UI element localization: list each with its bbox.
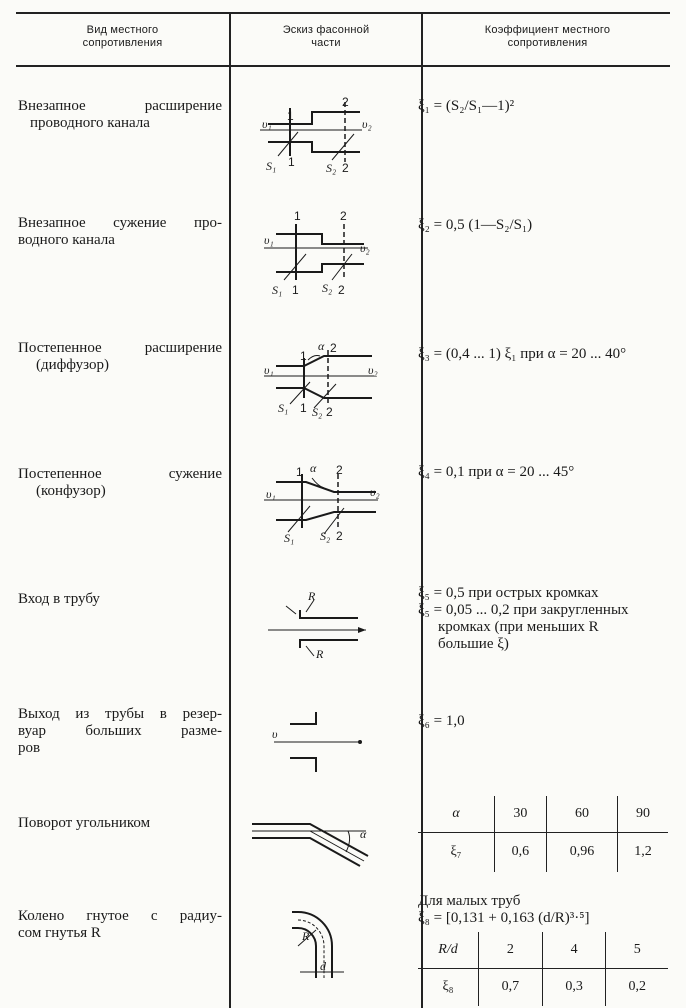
row-5-name: Вход в трубу (18, 591, 100, 607)
svg-text:S₂: S₂ (326, 161, 337, 175)
svg-text:R: R (316, 647, 324, 661)
svg-text:R: R (308, 589, 316, 603)
row-6-name: Выход из трубы в резер- вуар больших разме- ров (18, 706, 222, 756)
svg-text:υ₂: υ₂ (370, 485, 380, 499)
svg-text:α: α (360, 827, 367, 841)
svg-text:S₁: S₁ (272, 283, 283, 297)
svg-text:1: 1 (296, 465, 303, 479)
svg-text:2: 2 (336, 529, 343, 543)
row-8-name: Колено гнутое с радиу- сом гнутья R (18, 908, 222, 941)
svg-text:υ₂: υ₂ (362, 117, 372, 131)
svg-text:d: d (320, 959, 326, 973)
svg-text:α: α (318, 339, 325, 353)
svg-text:υ₁: υ₁ (262, 117, 272, 131)
table-cell: ξ₈ (442, 979, 454, 995)
header-col-sketch: Эскиз фасонной части (282, 24, 370, 49)
svg-text:α: α (310, 461, 317, 475)
table-cell: 0,96 (546, 832, 617, 872)
table-top-rule (16, 12, 670, 14)
table-cell: 1,2 (618, 832, 668, 872)
table-header-cell: 90 (618, 796, 668, 832)
table-header-cell: 2 (479, 932, 543, 968)
bent-elbow-sketch (286, 906, 356, 986)
table-header-cell: 30 (495, 796, 547, 832)
row-6-formula: ξ₆ = 1,0 (418, 713, 465, 729)
row-3-formula: ξ₃ = (0,4 ... 1) ξ₁ при α = 20 ... 40° (418, 346, 627, 362)
row-4-name: Постепенное сужение (конфузор) (18, 466, 222, 499)
svg-text:S₁: S₁ (278, 401, 289, 415)
svg-text:S₁: S₁ (284, 531, 295, 545)
svg-text:υ₁: υ₁ (264, 233, 274, 247)
svg-text:2: 2 (330, 341, 337, 355)
svg-text:υ₂: υ₂ (360, 241, 370, 255)
table-cell: 0,7 (479, 968, 543, 1006)
header-col-type: Вид местного сопротивления (82, 24, 163, 49)
column-divider-1 (229, 12, 231, 1008)
table-cell: 0,6 (495, 832, 547, 872)
svg-text:S₂: S₂ (320, 529, 331, 543)
svg-text:2: 2 (342, 161, 349, 175)
svg-text:2: 2 (326, 405, 333, 419)
svg-text:2: 2 (336, 463, 343, 477)
header-bottom-rule (16, 65, 670, 67)
row-8-formula: Для малых труб ξ₈ = [0,131 + 0,163 (d/R)³·⁵] (418, 893, 590, 926)
row-1-formula: ξ₁ = (S₂/S₁—1)² (418, 98, 515, 114)
svg-text:1: 1 (300, 349, 307, 363)
row-5-formula: ξ₅ = 0,5 при острых кромках ξ₅ = 0,05 ... 0,2 при закругленных кромках (при меньших R большие ξ) (418, 585, 629, 652)
svg-text:2: 2 (340, 209, 347, 223)
pipe-outlet-sketch (262, 702, 372, 782)
pipe-inlet-sketch (262, 588, 372, 663)
row-7-name: Поворот угольником (18, 815, 151, 831)
sudden-contraction-sketch (256, 210, 376, 300)
table-header-cell: R/d (438, 941, 458, 957)
diffuser-sketch (256, 338, 381, 418)
svg-text:υ₁: υ₁ (266, 487, 276, 501)
row-2-name: Внезапное сужение про- водного канала (18, 215, 222, 248)
table-header-cell: 4 (542, 932, 606, 968)
table-cell: 0,2 (606, 968, 668, 1006)
row-1-name: Внезапное расширение проводного канала (18, 98, 222, 131)
svg-text:R: R (302, 929, 310, 943)
svg-text:1: 1 (294, 209, 301, 223)
row-4-formula: ξ₄ = 0,1 при α = 20 ... 45° (418, 464, 575, 480)
elbow-angle-sketch (248, 800, 378, 870)
svg-text:2: 2 (342, 95, 349, 109)
svg-text:1: 1 (288, 155, 295, 169)
svg-text:S₂: S₂ (322, 281, 333, 295)
row-2-formula: ξ₂ = 0,5 (1—S₂/S₁) (418, 217, 533, 233)
svg-text:1: 1 (292, 283, 299, 297)
svg-text:υ₂: υ₂ (368, 363, 378, 377)
svg-text:S₂: S₂ (312, 405, 323, 419)
svg-text:1: 1 (300, 401, 307, 415)
svg-text:υ₁: υ₁ (264, 363, 274, 377)
sudden-expansion-sketch (250, 95, 372, 178)
elbow-coefficient-table (418, 796, 668, 872)
table-header-cell: 5 (606, 932, 668, 968)
svg-text:1: 1 (287, 109, 294, 123)
table-cell: 0,3 (542, 968, 606, 1006)
confuser-sketch (258, 460, 383, 545)
table-header-cell: 60 (546, 796, 617, 832)
row-3-name: Постепенное расширение (диффузор) (18, 340, 222, 373)
svg-text:S₁: S₁ (266, 159, 277, 173)
bent-elbow-coefficient-table (418, 932, 668, 1006)
table-cell: ξ₇ (450, 844, 462, 860)
svg-text:2: 2 (338, 283, 345, 297)
header-col-coefficient: Коэффициент местного сопротивления (484, 24, 611, 49)
table-header-cell: α (452, 805, 460, 821)
svg-text:υ: υ (272, 727, 278, 741)
